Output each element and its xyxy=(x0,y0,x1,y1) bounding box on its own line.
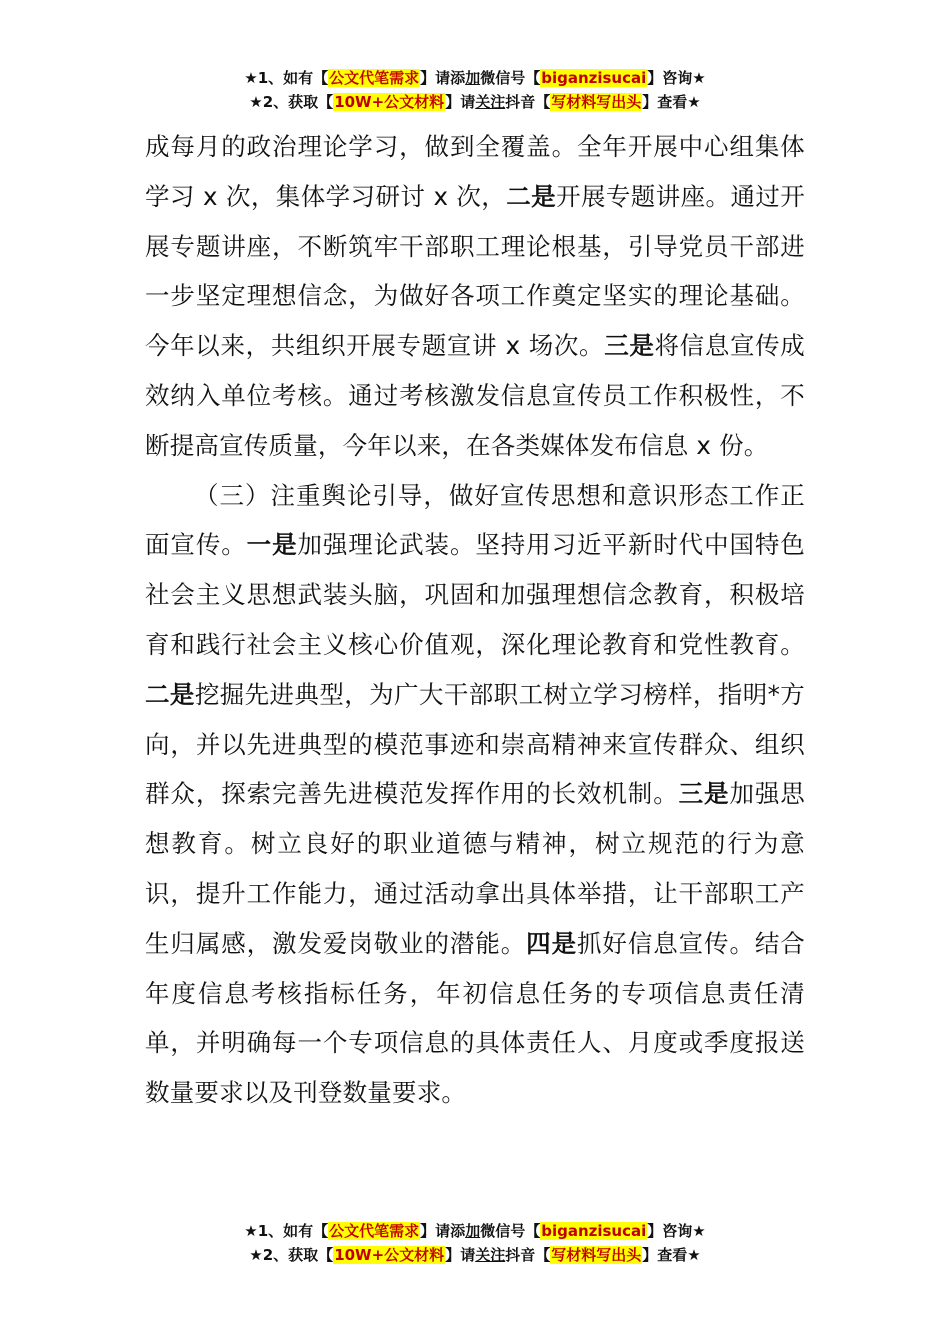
footer-banner xyxy=(0,1219,950,1267)
banner-line-2: ★2、获取【10W+公文材料】请关注抖音【写材料写出头】查看★ xyxy=(249,93,701,111)
highlight-service: 公文代笔需求 xyxy=(329,69,420,87)
highlight-wechat-id: biganzisucai xyxy=(541,69,647,87)
footer-line-2: ★2、获取【10W+公文材料】请关注抖音【写材料写出头】查看★ xyxy=(249,1246,701,1264)
highlight-materials: 10W+公文材料 xyxy=(334,1246,445,1264)
highlight-service: 公文代笔需求 xyxy=(329,1222,420,1240)
paragraph-2: （三）注重舆论引导，做好宣传思想和意识形态工作正面宣传。一是加强理论武装。坚持用习近平新时代中国特色社会主义思想武装头脑，巩固和加强理想信念教育，积极培育和践行社会主义核心价值观，深化理论教育和党性教育。二是挖掘先进典型，为广大干部职工树立学习榜样，指明*方向，并以先进典型的模范事迹和崇高精神来宣传群众、组织群众，探索完善先进模范发挥作用的长效机制。三是加强思想教育。树立良好的职业道德与精神，树立规范的行为意识，提升工作能力，通过活动拿出具体举措，让干部职工产生归属感，激发爱岗敬业的潜能。四是抓好信息宣传。结合年度信息考核指标任务，年初信息任务的专项信息责任清单，并明确每一个专项信息的具体责任人、月度或季度报送数量要求以及刊登数量要求。 xyxy=(145,480,805,1108)
highlight-materials: 10W+公文材料 xyxy=(334,93,445,111)
highlight-douyin: 写材料写出头 xyxy=(551,93,642,111)
document-body xyxy=(145,122,805,1118)
banner-line-1: ★1、如有【公文代笔需求】请添加微信号【biganzisucai】咨询★ xyxy=(244,69,706,87)
paragraph-1: 成每月的政治理论学习，做到全覆盖。全年开展中心组集体学习 x 次，集体学习研讨 x 次，二是开展专题讲座。通过开展专题讲座，不断筑牢干部职工理论根基，引导党员干部进一步坚定理想信念，为做好各项工作奠定坚实的理论基础。今年以来，共组织开展专题宣讲 x 场次。三是将信息宣传成效纳入单位考核。通过考核激发信息宣传员工作积极性，不断提高宣传质量，今年以来，在各类媒体发布信息 x 份。 xyxy=(145,132,806,460)
footer-line-1: ★1、如有【公文代笔需求】请添加微信号【biganzisucai】咨询★ xyxy=(244,1222,706,1240)
highlight-wechat-id: biganzisucai xyxy=(541,1222,647,1240)
highlight-douyin: 写材料写出头 xyxy=(551,1246,642,1264)
header-banner xyxy=(0,66,950,114)
